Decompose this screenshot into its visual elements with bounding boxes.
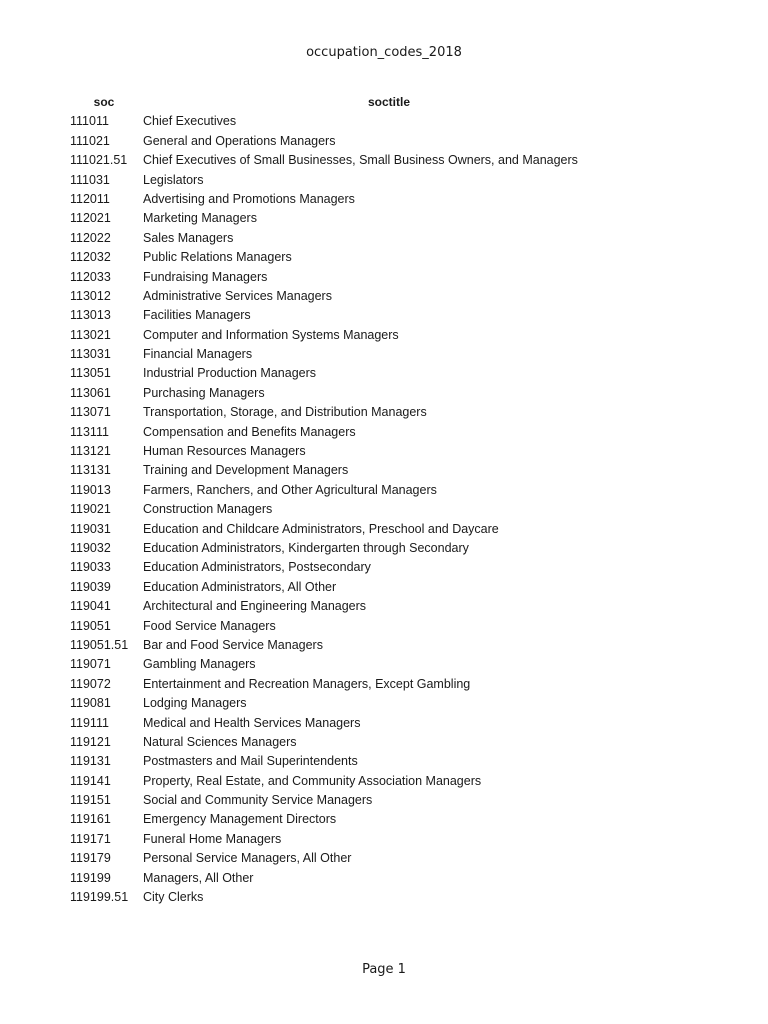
soc-title-cell: Human Resources Managers [143,444,306,459]
soc-title-cell: Education and Childcare Administrators, Preschool and Daycare [143,521,499,536]
soc-title-cell: Food Service Managers [143,618,276,633]
soc-title-cell: Construction Managers [143,502,273,517]
soc-title-cell: Chief Executives of Small Businesses, Small Business Owners, and Managers [143,153,578,168]
soc-code-cell: 113121 [70,444,111,459]
table-row [0,268,768,287]
soc-code-cell: 119039 [70,579,111,594]
table-row [0,287,768,306]
soc-title-cell: Emergency Management Directors [143,812,337,827]
soc-title-cell: Training and Development Managers [143,463,349,478]
soc-code-cell: 119199 [70,870,111,885]
page-number: Page 1 [362,962,406,977]
soc-title-cell: Advertising and Promotions Managers [143,191,355,206]
table-row [0,655,768,674]
soc-title-cell: Purchasing Managers [143,385,265,400]
table-row [0,326,768,345]
table-row [0,539,768,558]
soc-code-cell: 119031 [70,521,111,536]
soc-title-cell: Computer and Information Systems Managers [143,327,399,342]
soc-title-cell: Sales Managers [143,230,234,245]
table-row [0,520,768,539]
column-header-soctitle: soctitle [367,95,410,109]
table-row [0,190,768,209]
soc-code-cell: 112011 [70,191,110,206]
table-row [0,694,768,713]
table-row [0,752,768,771]
soc-code-cell: 111021 [70,133,110,148]
soc-code-cell: 119021 [70,502,111,517]
table-row [0,849,768,868]
soc-title-cell: Legislators [143,172,204,187]
soc-code-cell: 119199.51 [70,890,129,905]
soc-title-cell: Personal Service Managers, All Other [143,851,352,866]
soc-code-cell: 119032 [70,540,111,555]
soc-code-cell: 119071 [70,657,111,672]
soc-code-cell: 111021.51 [70,153,128,168]
soc-code-cell: 112021 [70,211,111,226]
table-row [0,132,768,151]
soc-code-cell: 113061 [70,385,111,400]
soc-title-cell: Chief Executives [143,114,237,129]
table-row [0,869,768,888]
soc-code-cell: 119111 [70,715,109,730]
table-row [0,617,768,636]
table-row [0,500,768,519]
soc-code-cell: 119081 [70,696,111,711]
soc-title-cell: Compensation and Benefits Managers [143,424,356,439]
soc-code-cell: 119051 [70,618,111,633]
table-row [0,248,768,267]
soc-title-cell: City Clerks [143,890,204,905]
soc-title-cell: Financial Managers [143,347,253,362]
column-header-soc: soc [93,95,115,109]
page-header-title: occupation_codes_2018 [306,45,462,60]
soc-code-cell: 112022 [70,230,111,245]
soc-code-cell: 119179 [70,851,111,866]
table-row [0,364,768,383]
soc-code-cell: 113021 [70,327,111,342]
soc-code-cell: 119121 [70,734,111,749]
table-row [0,636,768,655]
soc-title-cell: Property, Real Estate, and Community Association Managers [143,773,482,788]
soc-code-cell: 113071 [70,405,111,420]
soc-code-cell: 111011 [70,114,109,129]
table-row [0,442,768,461]
soc-code-cell: 113031 [70,347,111,362]
soc-code-cell: 113012 [70,288,111,303]
soc-title-cell: Lodging Managers [143,696,247,711]
soc-title-cell: Industrial Production Managers [143,366,317,381]
soc-code-cell: 113013 [70,308,111,323]
table-body [0,112,768,907]
soc-title-cell: Farmers, Ranchers, and Other Agricultural Managers [143,482,437,497]
soc-title-cell: Gambling Managers [143,657,256,672]
table-row [0,345,768,364]
table-row [0,209,768,228]
soc-title-cell: Postmasters and Mail Superintendents [143,754,358,769]
soc-title-cell: General and Operations Managers [143,133,336,148]
table-row [0,810,768,829]
soc-code-cell: 119151 [70,793,111,808]
table-row [0,403,768,422]
table-row [0,171,768,190]
soc-title-cell: Marketing Managers [143,211,257,226]
soc-title-cell: Managers, All Other [143,870,254,885]
soc-title-cell: Education Administrators, Postsecondary [143,560,371,575]
soc-code-cell: 119041 [70,599,111,614]
soc-title-cell: Education Administrators, All Other [143,579,337,594]
soc-code-cell: 119013 [70,482,111,497]
soc-title-cell: Social and Community Service Managers [143,793,373,808]
soc-code-cell: 119033 [70,560,111,575]
soc-code-cell: 119141 [70,773,111,788]
soc-code-cell: 119161 [70,812,111,827]
table-row [0,733,768,752]
soc-title-cell: Funeral Home Managers [143,831,282,846]
table-row [0,675,768,694]
table-row [0,830,768,849]
soc-code-cell: 119171 [70,831,111,846]
soc-title-cell: Education Administrators, Kindergarten through Secondary [143,540,469,555]
soc-code-cell: 113051 [70,366,111,381]
table-row [0,112,768,131]
table-row [0,384,768,403]
table-row [0,714,768,733]
table-row [0,306,768,325]
table-row [0,578,768,597]
table-row [0,423,768,442]
table-row [0,151,768,170]
soc-title-cell: Natural Sciences Managers [143,734,297,749]
table-row [0,772,768,791]
soc-title-cell: Facilities Managers [143,308,251,323]
soc-title-cell: Architectural and Engineering Managers [143,599,367,614]
soc-code-cell: 113111 [70,424,109,439]
soc-title-cell: Fundraising Managers [143,269,268,284]
soc-code-cell: 119131 [70,754,111,769]
soc-title-cell: Medical and Health Services Managers [143,715,361,730]
table-row [0,791,768,810]
table-row [0,597,768,616]
soc-code-cell: 111031 [70,172,110,187]
table-row [0,888,768,907]
soc-code-cell: 113131 [70,463,111,478]
table-row [0,558,768,577]
soc-title-cell: Transportation, Storage, and Distribution Managers [143,405,427,420]
soc-title-cell: Administrative Services Managers [143,288,332,303]
soc-code-cell: 112033 [70,269,111,284]
soc-title-cell: Bar and Food Service Managers [143,637,323,652]
soc-code-cell: 119051.51 [70,637,129,652]
soc-code-cell: 119072 [70,676,111,691]
table-row [0,461,768,480]
soc-title-cell: Public Relations Managers [143,250,292,265]
table-row [0,481,768,500]
soc-title-cell: Entertainment and Recreation Managers, Except Gambling [143,676,471,691]
table-row [0,229,768,248]
soc-code-cell: 112032 [70,250,111,265]
